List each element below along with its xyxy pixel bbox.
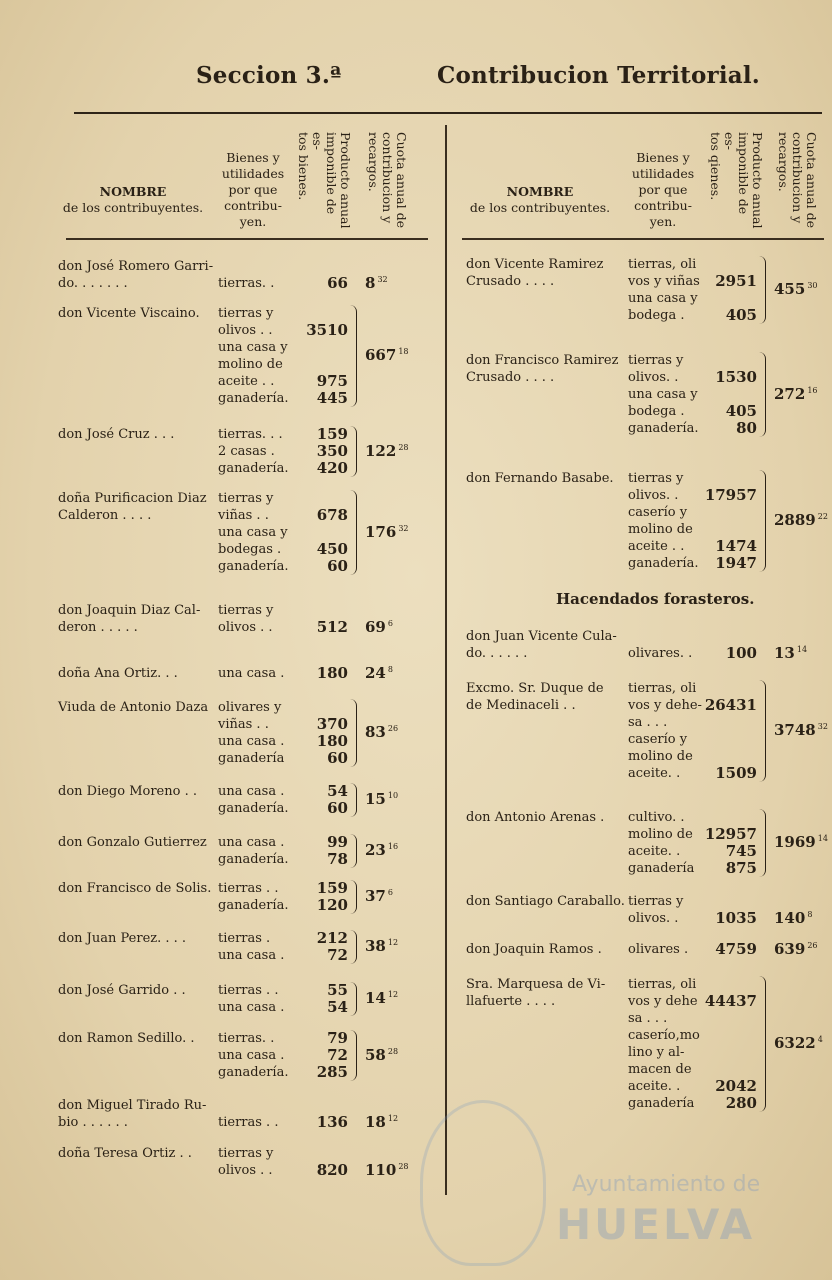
asset-description: tierras y [218, 306, 274, 321]
tax-quota-maravedis: 28 [398, 442, 409, 452]
asset-description: tierras, oli [628, 257, 697, 272]
taxable-product-value: 54 [327, 782, 348, 800]
tax-quota [365, 1113, 398, 1131]
grouping-brace [350, 930, 357, 964]
asset-description: sa . . . [628, 1011, 668, 1026]
asset-description: cultivo. . [628, 810, 685, 825]
tax-quota-reales: 2889 [774, 511, 816, 529]
contributor-name: don Diego Moreno . . [58, 784, 197, 799]
contributor-name: don José Garrido . . [58, 983, 186, 998]
grouping-brace [759, 809, 766, 877]
asset-description: ganadería. [218, 559, 289, 574]
contributor-name: deron . . . . . [58, 620, 138, 635]
taxable-product-value: 285 [316, 1063, 348, 1081]
tax-quota-maravedis: 32 [817, 722, 828, 731]
tax-quota [365, 937, 398, 955]
tax-quota-reales: 14 [365, 989, 386, 1007]
asset-description: tierras. . [218, 1031, 275, 1046]
asset-description: molino de [218, 357, 283, 372]
asset-description: vos y viñas [628, 274, 700, 289]
asset-description: bodegas . [218, 542, 282, 557]
contributor-name: do. . . . . . . [58, 276, 128, 291]
tax-quota-maravedis: 26 [387, 724, 399, 733]
tax-quota [365, 841, 398, 859]
asset-description: tierras . [218, 931, 271, 946]
contributor-name: don Francisco Ramirez [466, 353, 619, 368]
tax-quota-maravedis: 8 [807, 910, 813, 919]
tax-quota [774, 940, 818, 958]
asset-description: viñas . . [218, 717, 269, 732]
taxable-product-value: 54 [327, 998, 348, 1016]
contributor-name: do. . . . . . [466, 646, 528, 661]
contributor-name: llafuerte . . . . [466, 994, 556, 1009]
asset-description: ganadería. [218, 852, 289, 867]
asset-description: 2 casas . [218, 444, 275, 459]
taxable-product-value: 280 [725, 1094, 757, 1112]
tax-quota-maravedis: 30 [807, 281, 818, 290]
tax-quota-maravedis: 32 [377, 275, 388, 284]
tax-quota-maravedis: 6 [387, 619, 393, 628]
tax-quota-maravedis: 28 [398, 1162, 409, 1171]
tax-quota [774, 833, 828, 851]
contributor-name: Calderon . . . . [58, 508, 152, 523]
page-title: Contribucion Territorial. [437, 62, 761, 89]
taxable-product-value: 450 [316, 540, 348, 558]
tax-quota-reales: 8 [365, 274, 376, 292]
taxable-product-value: 512 [316, 618, 348, 636]
asset-description: olivares . [628, 942, 689, 957]
tax-quota-maravedis: 12 [387, 938, 399, 947]
asset-description: aceite . . [628, 539, 685, 554]
contributor-name: don Vicente Ramirez [466, 257, 604, 272]
asset-description: tierras. . [218, 276, 275, 291]
tax-quota-maravedis: 8 [387, 665, 393, 674]
contributor-name: don Juan Perez. . . . [58, 931, 187, 946]
tax-quota-reales: 3748 [774, 721, 816, 739]
contributor-name: don Miguel Tirado Ru- [58, 1098, 207, 1113]
forasteros-heading: Hacendados forasteros. [556, 590, 755, 608]
taxable-product-value: 180 [316, 732, 348, 750]
tax-quota-maravedis: 10 [387, 791, 399, 800]
taxable-product-value: 420 [316, 459, 348, 477]
asset-description: ganadería [628, 1096, 695, 1111]
taxable-product-value: 820 [316, 1161, 348, 1179]
tax-quota [365, 274, 388, 292]
asset-description: olivos . . [218, 1163, 273, 1178]
city-emblem-watermark [420, 1100, 546, 1266]
tax-quota [365, 887, 393, 905]
asset-description: vos y dehe- [628, 698, 702, 713]
taxable-product-value: 136 [316, 1113, 348, 1131]
tax-quota-reales: 69 [365, 618, 386, 636]
taxable-product-value: 2951 [715, 272, 757, 290]
asset-description: macen de [628, 1062, 692, 1077]
taxable-product-value: 120 [316, 896, 348, 914]
tax-quota [774, 644, 807, 662]
asset-description: aceite. . [628, 844, 681, 859]
tax-quota [365, 346, 409, 364]
tax-quota [365, 618, 393, 636]
left-header-name: NOMBRE de los contribuyentes. [62, 184, 204, 215]
tax-quota-reales: 58 [365, 1045, 386, 1064]
asset-description: ganadería. [218, 801, 289, 816]
asset-description: una casa . [218, 948, 285, 963]
grouping-brace [350, 699, 357, 767]
contributor-name: don Joaquin Ramos . [466, 942, 602, 957]
grouping-brace [759, 352, 766, 437]
asset-description: aceite. . [628, 1079, 681, 1094]
tax-quota-reales: 23 [365, 841, 386, 859]
asset-description: tierras, oli [628, 681, 697, 696]
asset-description: lino y al- [628, 1045, 685, 1060]
tax-quota [365, 790, 398, 808]
grouping-brace [350, 426, 357, 477]
contributor-name: don Vicente Viscaino. [58, 306, 200, 321]
grouping-brace [350, 490, 357, 575]
tax-quota-maravedis: 26 [807, 941, 818, 950]
asset-description: una casa y [628, 291, 698, 306]
tax-quota-reales: 38 [365, 937, 386, 955]
contributor-name: don Antonio Arenas . [466, 810, 605, 825]
section-title: Seccion 3.ª [196, 62, 342, 89]
asset-description: olivos. . [628, 370, 679, 385]
contributor-name: don Ramon Sedillo. . [58, 1031, 195, 1046]
asset-description: olivos . . [218, 620, 273, 635]
tax-quota-reales: 639 [774, 940, 806, 958]
tax-quota [774, 721, 828, 739]
watermark-line2: HUELVA [556, 1200, 756, 1249]
asset-description: caserío y [628, 505, 688, 520]
asset-description: tierras y [218, 1146, 274, 1161]
grouping-brace [350, 982, 357, 1016]
tax-quota [365, 1161, 409, 1179]
asset-description: una casa y [218, 340, 288, 355]
taxable-product-value: 12957 [704, 825, 757, 843]
asset-description: olivos. . [628, 911, 679, 926]
tax-quota-reales: 1969 [774, 833, 816, 851]
tax-quota-reales: 18 [365, 1113, 386, 1131]
left-header-producto: Producto anual imponible de es- tos bienes. [296, 132, 353, 229]
asset-description: tierras . . [218, 1115, 279, 1130]
taxable-product-value: 445 [316, 389, 348, 407]
contributor-name: doña Purificacion Diaz [58, 491, 207, 506]
contributor-name: don Juan Vicente Cula- [466, 629, 617, 644]
asset-description: una casa . [218, 666, 285, 681]
asset-description: olivos . . [218, 323, 273, 338]
tax-quota-maravedis: 4 [817, 1035, 823, 1044]
contributor-name: don Francisco de Solis. [58, 881, 212, 896]
taxable-product-value: 72 [327, 946, 348, 964]
tax-quota-maravedis: 16 [387, 842, 399, 851]
taxable-product-value: 78 [327, 850, 348, 868]
asset-description: una casa . [218, 1000, 285, 1015]
asset-description: aceite . . [218, 374, 275, 389]
contributor-name: don José Cruz . . . [58, 427, 175, 442]
asset-description: molino de [628, 522, 693, 537]
tax-quota-reales: 6322 [774, 1034, 816, 1052]
taxable-product-value: 1947 [715, 554, 757, 572]
grouping-brace [350, 305, 357, 407]
asset-description: una casa y [218, 525, 288, 540]
taxable-product-value: 678 [316, 506, 348, 524]
asset-description: tierras y [628, 894, 684, 909]
asset-description: una casa . [218, 835, 285, 850]
tax-quota [365, 989, 398, 1007]
taxable-product-value: 44437 [704, 992, 757, 1010]
tax-quota [774, 511, 828, 529]
tax-quota-reales: 455 [774, 280, 806, 298]
asset-description: ganadería. [218, 898, 289, 913]
asset-description: tierras, oli [628, 977, 697, 992]
contributor-name: bio . . . . . . [58, 1115, 128, 1130]
taxable-product-value: 1530 [715, 368, 757, 386]
tax-quota-reales: 37 [365, 887, 386, 905]
taxable-product-value: 3510 [306, 321, 348, 339]
contributor-name: Crusado . . . . [466, 274, 555, 289]
asset-description: ganadería [218, 751, 285, 766]
taxable-product-value: 159 [316, 879, 348, 897]
asset-description: viñas . . [218, 508, 269, 523]
asset-description: una casa y [628, 387, 698, 402]
right-header-rule [462, 238, 824, 240]
grouping-brace [350, 834, 357, 868]
taxable-product-value: 17957 [704, 486, 757, 504]
taxable-product-value: 99 [327, 833, 348, 851]
taxable-product-value: 1035 [715, 909, 757, 927]
tax-quota-maravedis: 12 [387, 990, 399, 999]
contributor-name: don Gonzalo Gutierrez [58, 835, 207, 850]
tax-quota [774, 385, 818, 403]
asset-description: bodega . [628, 404, 685, 419]
asset-description: olivares. . [628, 646, 693, 661]
asset-description: caserío y [628, 732, 688, 747]
tax-quota-reales: 24 [365, 664, 386, 682]
asset-description: tierras y [628, 471, 684, 486]
taxable-product-value: 975 [316, 372, 348, 390]
right-header-name: NOMBRE de los contribuyentes. [469, 184, 611, 215]
tax-quota-reales: 83 [365, 723, 386, 741]
taxable-product-value: 1474 [715, 537, 757, 555]
asset-description: tierras y [218, 603, 274, 618]
taxable-product-value: 405 [725, 306, 757, 324]
taxable-product-value: 60 [327, 799, 348, 817]
asset-description: bodega . [628, 308, 685, 323]
contributor-name: doña Teresa Ortiz . . [58, 1146, 192, 1161]
tax-quota [365, 1046, 398, 1064]
asset-description: ganadería. [218, 1065, 289, 1080]
contributor-name: doña Ana Ortiz. . . [58, 666, 178, 681]
asset-description: ganadería. [218, 391, 289, 406]
asset-description: ganadería. [628, 556, 699, 571]
taxable-product-value: 212 [316, 929, 348, 947]
left-header-rule [66, 238, 428, 240]
right-header-bienes: Bienes y utilidades por que contribu- yen. [631, 150, 695, 229]
tax-quota-reales: 667 [365, 346, 397, 364]
contributor-name: Sra. Marquesa de Vi- [466, 977, 606, 992]
tax-quota-maravedis: 32 [398, 523, 409, 533]
taxable-product-value: 159 [316, 425, 348, 443]
column-separator [445, 125, 447, 1195]
tax-quota [365, 664, 393, 682]
tax-quota [365, 523, 409, 541]
taxable-product-value: 79 [327, 1029, 348, 1047]
taxable-product-value: 370 [316, 715, 348, 733]
taxable-product-value: 72 [327, 1046, 348, 1064]
contributor-name: de Medinaceli . . [466, 698, 576, 713]
taxable-product-value: 60 [327, 557, 348, 575]
contributor-name: Excmo. Sr. Duque de [466, 681, 604, 696]
grouping-brace [759, 470, 766, 572]
taxable-product-value: 2042 [715, 1077, 757, 1095]
taxable-product-value: 55 [327, 981, 348, 999]
tax-quota-maravedis: 28 [387, 1046, 399, 1056]
tax-quota-reales: 13 [774, 644, 795, 662]
asset-description: sa . . . [628, 715, 668, 730]
asset-description: ganadería [628, 861, 695, 876]
asset-description: caserío,mo [628, 1028, 700, 1043]
taxable-product-value: 4759 [715, 940, 757, 958]
taxable-product-value: 875 [725, 859, 757, 877]
contributor-name: don Fernando Basabe. [466, 471, 614, 486]
taxable-product-value: 405 [725, 402, 757, 420]
asset-description: ganadería. [218, 461, 289, 476]
tax-quota-maravedis: 6 [387, 888, 393, 897]
left-header-bienes: Bienes y utilidades por que contribu- yen. [221, 150, 285, 229]
grouping-brace [350, 783, 357, 817]
asset-description: tierras . . [218, 881, 279, 896]
taxable-product-value: 66 [327, 274, 348, 292]
asset-description: una casa . [218, 734, 285, 749]
asset-description: tierras . . [218, 983, 279, 998]
asset-description: una casa . [218, 784, 285, 799]
taxable-product-value: 80 [736, 419, 757, 437]
grouping-brace [759, 256, 766, 324]
tax-quota-reales: 176 [365, 522, 397, 541]
tax-quota [774, 280, 818, 298]
tax-quota [774, 1034, 823, 1052]
asset-description: olivos. . [628, 488, 679, 503]
taxable-product-value: 180 [316, 664, 348, 682]
tax-quota-reales: 140 [774, 909, 806, 927]
taxable-product-value: 60 [327, 749, 348, 767]
taxable-product-value: 26431 [704, 696, 757, 714]
tax-quota-maravedis: 16 [807, 385, 818, 395]
tax-quota-maravedis: 14 [817, 834, 828, 843]
right-header-cuota: Cuota anual de contribucion y recargos. [776, 132, 819, 228]
asset-description: tierras. . . [218, 427, 283, 442]
tax-quota [365, 442, 409, 460]
taxable-product-value: 350 [316, 442, 348, 460]
tax-quota-reales: 272 [774, 384, 806, 403]
left-header-cuota: Cuota anual de contribucion y recargos. [366, 132, 409, 228]
taxable-product-value: 100 [725, 644, 757, 662]
grouping-brace [350, 1030, 357, 1081]
watermark-line1: Ayuntamiento de [572, 1172, 761, 1197]
contributor-name: Viuda de Antonio Daza [58, 700, 209, 715]
taxable-product-value: 745 [725, 842, 757, 860]
grouping-brace [350, 880, 357, 914]
tax-quota-maravedis: 14 [796, 645, 808, 654]
tax-quota [365, 723, 398, 741]
taxable-product-value: 1509 [715, 764, 757, 782]
asset-description: una casa . [218, 1048, 285, 1063]
tax-quota-reales: 15 [365, 790, 386, 808]
top-rule [74, 112, 822, 114]
tax-quota-reales: 110 [365, 1161, 397, 1179]
asset-description: vos y dehe [628, 994, 698, 1009]
tax-quota [774, 909, 812, 927]
tax-quota-maravedis: 22 [817, 512, 828, 521]
grouping-brace [759, 976, 766, 1112]
right-header-producto: Producto anual imponible de es- tos qienes. [708, 132, 765, 229]
tax-quota-reales: 122 [365, 441, 397, 460]
asset-description: ganadería. [628, 421, 699, 436]
contributor-name: don José Romero Garri- [58, 259, 214, 274]
asset-description: olivares y [218, 700, 282, 715]
tax-quota-maravedis: 18 [398, 347, 409, 356]
tax-quota-maravedis: 12 [387, 1114, 399, 1123]
asset-description: tierras y [628, 353, 684, 368]
grouping-brace [759, 680, 766, 782]
contributor-name: don Joaquin Diaz Cal- [58, 603, 201, 618]
asset-description: aceite. . [628, 766, 681, 781]
asset-description: tierras y [218, 491, 274, 506]
asset-description: molino de [628, 827, 693, 842]
asset-description: molino de [628, 749, 693, 764]
contributor-name: don Santiago Caraballo. [466, 894, 625, 909]
contributor-name: Crusado . . . . [466, 370, 555, 385]
